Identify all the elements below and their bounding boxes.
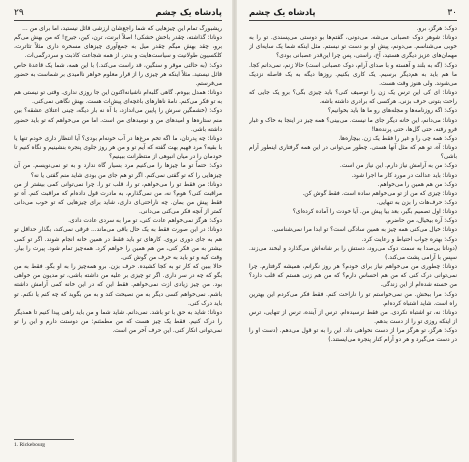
- paragraph: دوک: اگه روزنامه‌ها و مجله‌های رو ما ها باید بخوانیم؟: [327, 108, 457, 115]
- paragraph: دوک: حرف‌هات را بزن به تنهایی.: [376, 199, 457, 206]
- paragraph: دوک: بهتره جواب احتیاط و رعایت کرد.: [361, 236, 457, 243]
- paragraph: دوک: همه چی را و غیر را فقط یک زن. بیچاره‌ها.: [338, 135, 457, 142]
- paragraph: دونانا: ای کی این ترس یک زن را توصیف کنی؟ باید چیزی بگی؟ برو یک جایی که راحت بتونی حرف بزنی. هرکسی که برادری داشته باشه.: [249, 90, 457, 106]
- paragraph: دونانا: چطوری من می‌خواهم نیاز برای خودم؟ هر روز نگرانم، همیشه گرفتارم. چرا نمی‌توانی درک کنی که من هم احساس دارم؟ که من هم زنی هستم که قلب دارد؟ من خسته شده‌ام از این زندگی.: [249, 264, 457, 289]
- paragraph: دونانا: شاید به حق با تو باشد. نمی‌دانم. شاید شما و من باید راهی پیدا کنیم تا همدیگر را درک کنیم. فقط یک چیز هست که من مطمئنم: من دوستت دارم و این را تو نمی‌توانی انکار کنی. این حرف آخر من است.: [14, 309, 222, 335]
- footnote: 1. Rickebourg: [14, 442, 46, 448]
- paragraph: دوک: مرا ببخش. من نمی‌خواستم تو را ناراحت کنم. فقط فکر می‌کردم این بهترین راه است. شاید اشتباه کرده‌ام.: [249, 291, 457, 307]
- paragraph: دوک: هرگز، تو هرگز مرا از دست نخواهی داد. این را به تو قول می‌دهم. (دست او را در دست می‌گیرد و هر دو آرام کنار پنجره می‌ایستند.): [249, 328, 457, 344]
- right-page-body: [249, 25, 457, 457]
- footnote-divider: [14, 439, 74, 440]
- paragraph: حالا ببین که کار تو به کجا کشیده. حرف بزن. برو همه‌چیز را به او بگو. فقط به من بگو که چه در سر داری. اگر تو چیزی بر علیه من داشته باشی، تو مدیون من خواهی بود. من چیز زیادی ازت نمی‌خواهم. فقط این که در این خانه کمی آرامش داشته باشم. نمی‌خواهم کسی دیگر به من نصیحت کند و به من بگوید که چه کنم یا نکنم. تو باید درک کنی.: [14, 264, 222, 307]
- running-title: پادشاه یک چشم: [155, 8, 222, 18]
- paragraph: دوک: من به آرامش نیاز دارم. این نیاز من است.: [339, 163, 457, 170]
- paragraph: دوک: من هم همین را می‌خواهم.: [377, 181, 457, 188]
- left-page: [0, 0, 232, 462]
- paragraph: دوک: حتماً تو ما چیزها را می‌کنیم مرد بسیار گاه ندارد و به تو نمی‌نویسم. من آن چیزهایی را که تو گفتی نمی‌کنم. اگر تو هم جای من بودی شاید منم گفتی یا نه؟: [14, 163, 222, 179]
- paragraph: دونانا: می‌دانم، این خانه دیگر جای ما نیست. می‌بینی؟ همه چیز در اینجا به خاک و غبار فرو رفته. حتی گل‌ها، حتی پرنده‌ها!: [249, 117, 457, 133]
- right-page-header: [249, 8, 457, 21]
- page-number: ۲۹: [14, 8, 24, 18]
- paragraph: دوک: آره بیخیال، من حاضرم.: [385, 218, 457, 225]
- paragraph: (دونانا بی‌صدا به سمت دوک می‌رود، دستش را بر شانه‌اش می‌گذارد و لبخند می‌زند. سپس با آرامی پشت می‌کند.): [249, 245, 457, 261]
- paragraph: دوک: (گه به بلند و آهسته و با صدای آرام، دوک عصبانی است) حالا زنم، نمی‌دانم کجا. ما هم باید به هم‌دیگر برسیم. یک کاری بکنیم. روزها دیگه به یک فاصله نزدیک می‌شوند. ولی هنوز وقت هست.: [249, 62, 457, 87]
- page-number: ۳۰: [447, 8, 457, 18]
- paragraph: دونانا: نه، تو اشتباه نکردی. من فقط ترسیده‌ام. ترس از آینده، ترس از تنهایی، ترس از اینکه روزی تو را از دست بدهم.: [249, 309, 457, 325]
- paragraph: دونانا: باید عدالت در مورد کار ما اجرا شود.: [351, 172, 457, 179]
- paragraph: دونانا: همدل بیوه‌م. گاهی گلبه‌ام ناشیانه‌اکنون این جا روزی نداری. وقتی تو نیستی هم به تو فکر می‌کنم. نامهٔ ناهارهای باغچه‌ای پیش‌ات هست. بهش نگاهی نمی‌کنی.: [14, 90, 222, 106]
- running-title: پادشاه یک چشم: [249, 8, 316, 18]
- paragraph: دونانا: گذاشته، چقدر باخش خشکی! اصلاً ابرنت، ترن، کین، جیرج! که من بهش می‌گم برو، چقد بهش میگم چقدر میل به جمع‌آوری چیزهای مسخره داری مثلاً تئاترت، کلکسیون طولانیت و سیاست‌هایت و بدتر، از همه شجاعت کاذبت و سردرگمی‌ات.: [14, 35, 222, 60]
- left-page-header: [14, 8, 222, 21]
- left-page-body: [14, 25, 222, 435]
- paragraph: دونانا: اول تصمیم بگیر، بعد بیا پیش من. آیا خودت را آماده کرده‌ای؟: [292, 209, 457, 216]
- paragraph: دوک: (خشمگین سرش را پایین می‌اندازد، با آه نه بار دیگه، چینی اعتلای عشقه؟ بین منم ستاره‌ها و امیدهای من و نومیدهای من است. اما من می‌خواهم که تو باید حضور داشته باشی.: [14, 108, 222, 133]
- paragraph: ریشبورگ تمام این چیزهایی که شما راجع‌شان ارزشی قائل نیستید، اما برای من ...: [22, 26, 222, 32]
- right-page: [237, 0, 469, 462]
- paragraph: دونانا: آه، تو هم که مثل آنها هستی. چطور می‌توانی در این همه گرفتاری اینطور آرام باشی؟: [249, 145, 457, 161]
- paragraph: دونانا: در این صورت فقط به یک حال باقی می‌ماند... فرقی نمی‌کند، بگذار حداقل تو هم به جای دوری نروی. کارهای تو باید فقط در همین خانه انجام شوند. اگر تو کمی بیشتر به من فکر کنی، من هم همین را خواهم کرد. همه‌چیز تمام شود. پیرت را بیار. وقت کیه و تو باید به حرف من گوش کنی.: [14, 227, 222, 261]
- paragraph: دونانا: چه پدرتان، ما اگه تخم مرغ‌ها در آب خونه‌ام بودی؟ آیا انتظار داری خودم تنها یا با بقیه؟ مرد فهیم بهت گفته که آیم تو و من هر روز جلوی پنجره بنشینیم و نگاه کنیم تا خودمان را در میان انبوهی از منتظرانت ببینیم؟: [14, 135, 222, 161]
- paragraph: دوک: (به حالتی موقر و سنگین، قد راست می‌کند.) با این همه، شما یک قاعدهٔ خاص قائل نیستید. مثلاً اینکه هر چیزی را از قرار معلوم خواهر ناامیدی بر شماست به حضور می‌فرستم.: [14, 62, 222, 87]
- paragraph: دوک: هرگز، برو.: [416, 26, 457, 32]
- paragraph: دوک: هرگز نمی‌خواهم عادت کنی، تو مرا به سردی عادت دادی.: [68, 218, 222, 225]
- paragraph: دونانا: من فقط تو را می‌خواهم، تو را، قلب تو را. چرا نمی‌توانی کمی بیشتر از من مراقبت کنی؟ هوم؟ نه، من نمی‌گذارم، به مادرت قول داده‌ام که مراقبت کنم. آه تو فقط پیش من بمان. چه ناراحتی‌ای داری، شاید برای چیزهایی که تو خوب می‌دانی کمتر از آنچه فکر می‌کنی می‌دانی.: [14, 181, 222, 216]
- paragraph: دونانا: چیزی که من از تو می‌خواهم ساده است. فقط گوش کن.: [302, 190, 457, 197]
- paragraph: دونانا: شوهر دوک عصبانی می‌شه. می‌دونی، گفتم‌ها بو دوستی می‌پسندی. تو را به خوبی می‌شناسم. می‌دونم، پیش او بو دست تو نیستم. مثل اینکه شما یک سایه‌ای از مهمان‌های عزیز دیگری هستید، آخ، راستی، پس چرا این‌قدر عصبانی بودی؟: [249, 35, 457, 60]
- paragraph: دونانا: خیال می‌کنی همه چیز به همین سادگی است؟ تو ابدا مرا نمی‌شناسی.: [271, 227, 457, 234]
